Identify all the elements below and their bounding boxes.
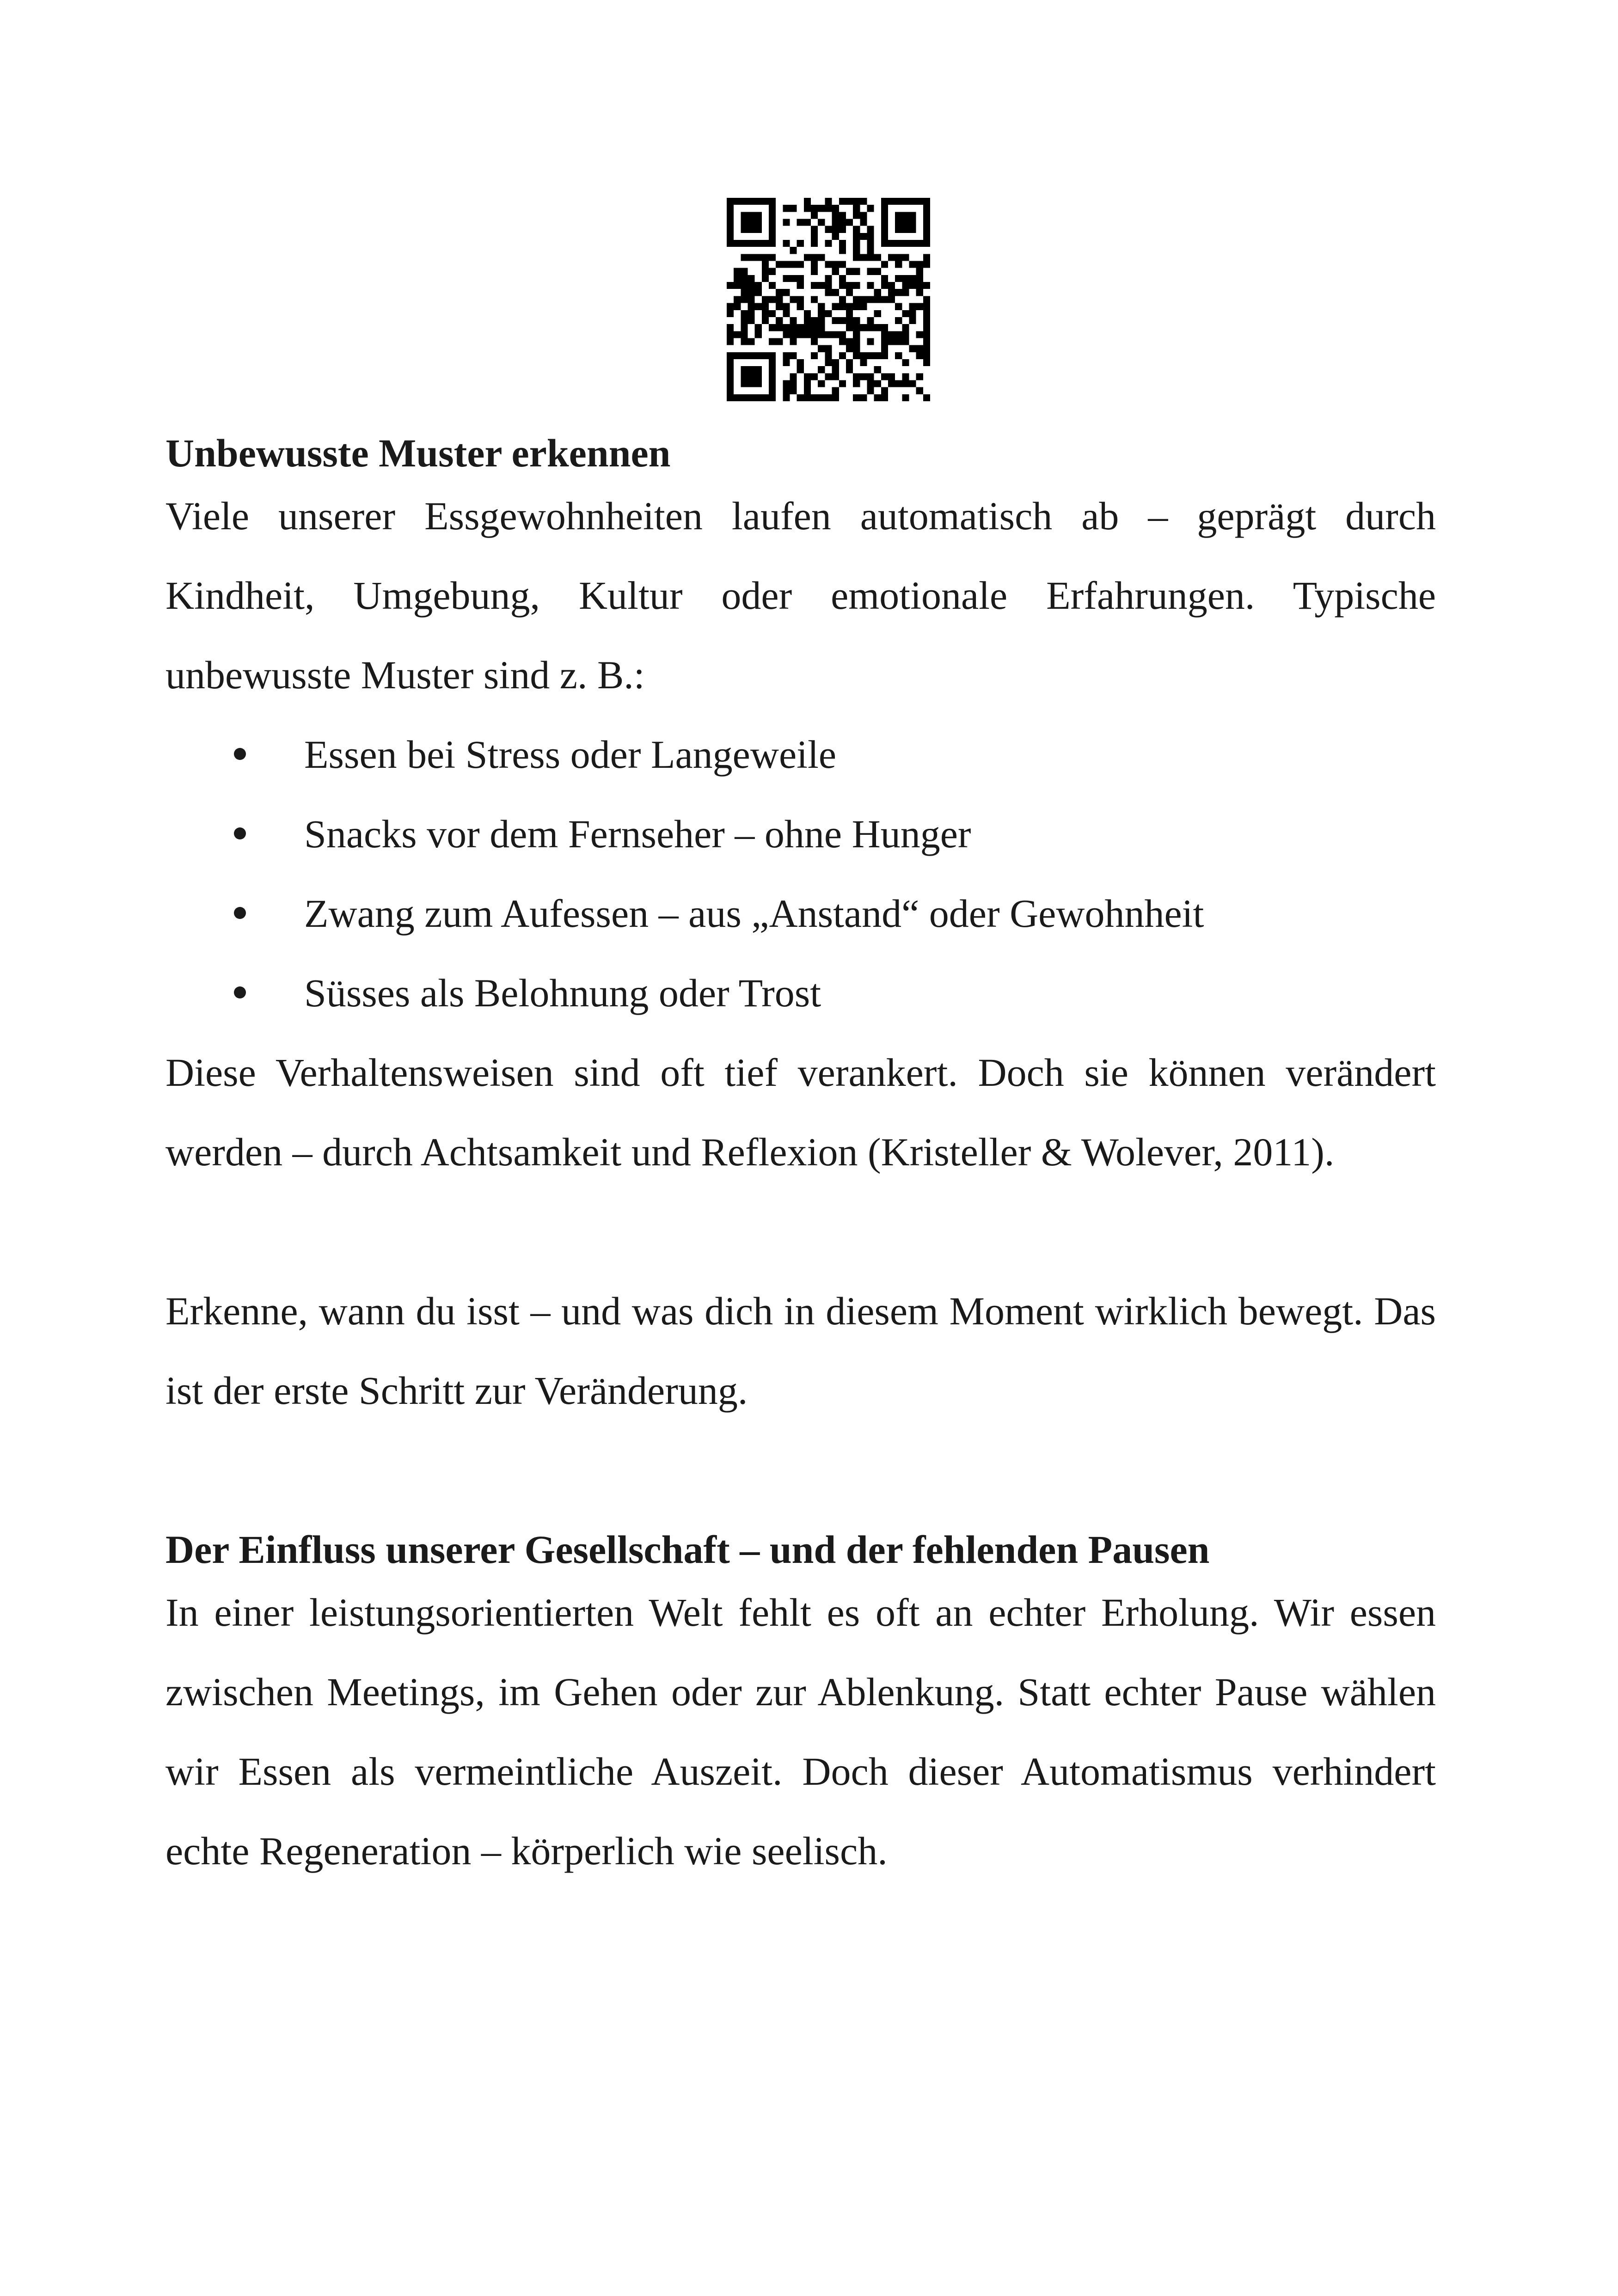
bullet-icon — [234, 748, 246, 760]
list-item — [165, 794, 1436, 874]
section1-intro-paragraph: Viele unserer Essgewohnheiten laufen automatisch ab – geprägt durch Kindheit, Umgebung, Kultur oder emotionale Erfahrungen. Typische unbewusste Muster sind z. B.: — [165, 494, 1436, 697]
spacer — [165, 1192, 1436, 1271]
list-item — [165, 874, 1436, 953]
section2-body-paragraph: In einer leistungsorientierten Welt fehlt es oft an echter Erholung. Wir essen zwischen Meetings, im Gehen oder zur Ablenkung. Statt echter Pause wählen wir Essen als vermeintliche Auszeit. Doch dieser Automatismus verhindert echte Regeneration – körperlich wie seelisch. — [165, 1590, 1436, 1873]
spacer — [165, 1430, 1436, 1510]
list-item-text: Süsses als Belohnung oder Trost — [304, 971, 821, 1015]
list-item-text: Zwang zum Aufessen – aus „Anstand“ oder Gewohnheit — [304, 891, 1204, 936]
section-heading-unbewusste-muster: Unbewusste Muster erkennen — [165, 431, 671, 475]
document-body — [165, 430, 1436, 1891]
list-item-text: Snacks vor dem Fernseher – ohne Hunger — [304, 812, 971, 856]
qr-code-icon — [727, 198, 930, 401]
list-item — [165, 715, 1436, 794]
pattern-list — [165, 715, 1436, 1033]
bullet-icon — [234, 907, 246, 919]
section1-outro-paragraph: Diese Verhaltensweisen sind oft tief verankert. Doch sie können verändert werden – durch Achtsamkeit und Reflexion (Kristeller & Wolever, 2011). — [165, 1050, 1436, 1174]
list-item — [165, 953, 1436, 1033]
list-item-text: Essen bei Stress oder Langeweile — [304, 732, 837, 777]
section1-callout-paragraph: Erkenne, wann du isst – und was dich in diesem Moment wirklich bewegt. Das ist der erste Schritt zur Veränderung. — [165, 1289, 1436, 1413]
bullet-icon — [234, 827, 246, 839]
bullet-icon — [234, 986, 246, 998]
section-heading-einfluss-gesellschaft: Der Einfluss unserer Gesellschaft – und der fehlenden Pausen — [165, 1527, 1210, 1572]
